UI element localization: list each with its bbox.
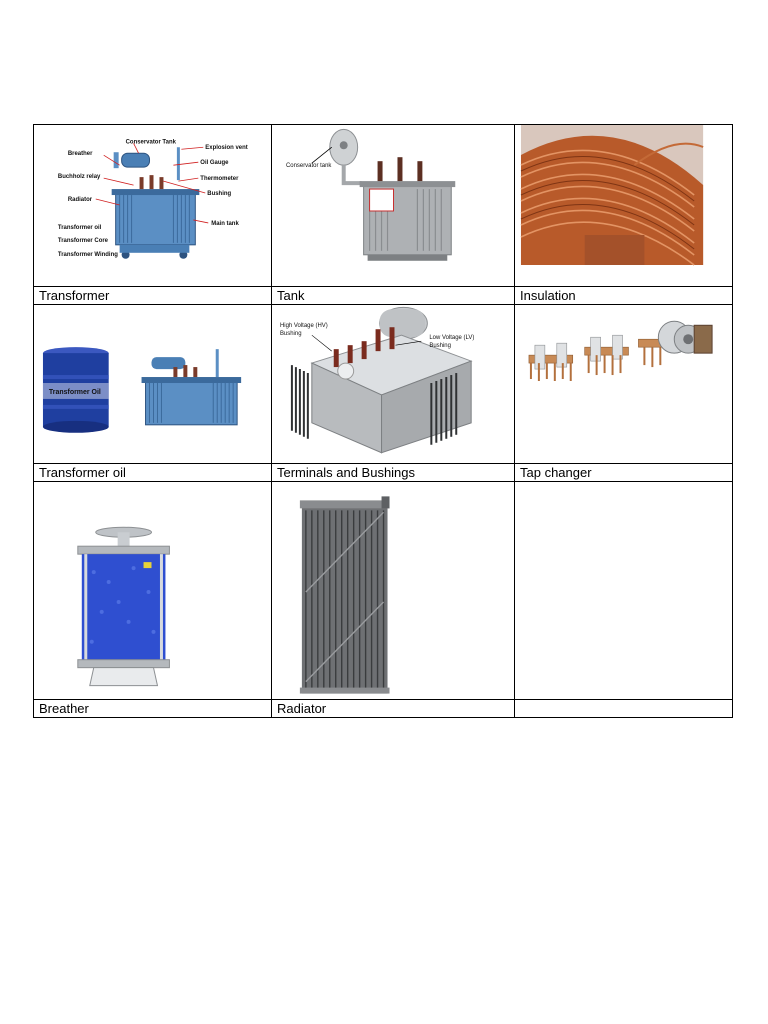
caption-cell-transformer-oil [34, 464, 272, 482]
cell-empty-image [515, 482, 733, 700]
cell-transformer-oil-image [34, 305, 272, 464]
label-lv-bushing-2: Bushing [429, 343, 451, 350]
label-thermometer: Thermometer [200, 176, 239, 183]
label-buchholz-relay: Buchholz relay [57, 174, 101, 181]
label-explosion-vent: Explosion vent [205, 145, 248, 152]
transformer-oil-photo [34, 305, 271, 463]
tap-changer-photo [515, 305, 732, 463]
cell-insulation-image [515, 125, 733, 287]
radiator-photo [272, 482, 514, 699]
tank-photo [272, 125, 514, 286]
label-oil-gauge: Oil Gauge [200, 160, 229, 167]
caption-insulation: Insulation [520, 288, 576, 303]
component-table [33, 124, 733, 718]
tap-changer-illustration [515, 305, 732, 463]
caption-transformer-oil: Transformer oil [39, 465, 126, 480]
cell-transformer-image [34, 125, 272, 287]
radiator-illustration [272, 482, 514, 699]
label-conservator-tank: Conservator Tank [125, 139, 176, 146]
caption-cell-radiator [272, 700, 515, 718]
caption-transformer: Transformer [39, 288, 110, 303]
label-bushing: Bushing [207, 191, 232, 198]
oil-drum-label: Transformer Oil [48, 388, 101, 396]
caption-terminals-bushings: Terminals and Bushings [277, 465, 416, 480]
cell-radiator-image [272, 482, 515, 700]
caption-radiator: Radiator [277, 701, 327, 716]
caption-cell-tank [272, 287, 515, 305]
label-transformer-core: Transformer Core [57, 237, 108, 244]
caption-cell-transformer [34, 287, 272, 305]
label-transformer-winding: Transformer Winding [57, 251, 118, 258]
caption-cell-tap-changer [515, 464, 733, 482]
bushings-photo [272, 305, 514, 463]
label-breather: Breather [67, 151, 93, 158]
caption-tap-changer: Tap changer [520, 465, 592, 480]
bushings-illustration [272, 305, 514, 463]
caption-cell-empty [515, 700, 733, 718]
transformer-illustration [34, 125, 271, 286]
caption-tank: Tank [277, 288, 305, 303]
oil-drum-illustration [34, 305, 271, 463]
tank-illustration [272, 125, 514, 286]
label-main-tank: Main tank [211, 220, 239, 227]
label-radiator: Radiator [67, 197, 93, 204]
breather-illustration [34, 482, 271, 699]
transformer-diagram [34, 125, 271, 286]
cell-tank-image [272, 125, 515, 287]
breather-photo [34, 482, 271, 699]
cell-tap-changer-image [515, 305, 733, 464]
label-conservator-tank-2: Conservator tank [285, 163, 332, 170]
caption-cell-insulation [515, 287, 733, 305]
label-lv-bushing: Low Voltage (LV) [429, 335, 475, 342]
insulation-photo [515, 125, 732, 286]
caption-cell-breather [34, 700, 272, 718]
caption-breather: Breather [39, 701, 89, 716]
caption-cell-terminals-bushings [272, 464, 515, 482]
label-transformer-oil: Transformer oil [57, 224, 102, 231]
copper-winding-illustration [515, 125, 732, 286]
cell-bushings-image [272, 305, 515, 464]
cell-breather-image [34, 482, 272, 700]
label-hv-bushing-2: Bushing [279, 331, 302, 338]
label-hv-bushing: High Voltage (HV) [279, 323, 328, 330]
